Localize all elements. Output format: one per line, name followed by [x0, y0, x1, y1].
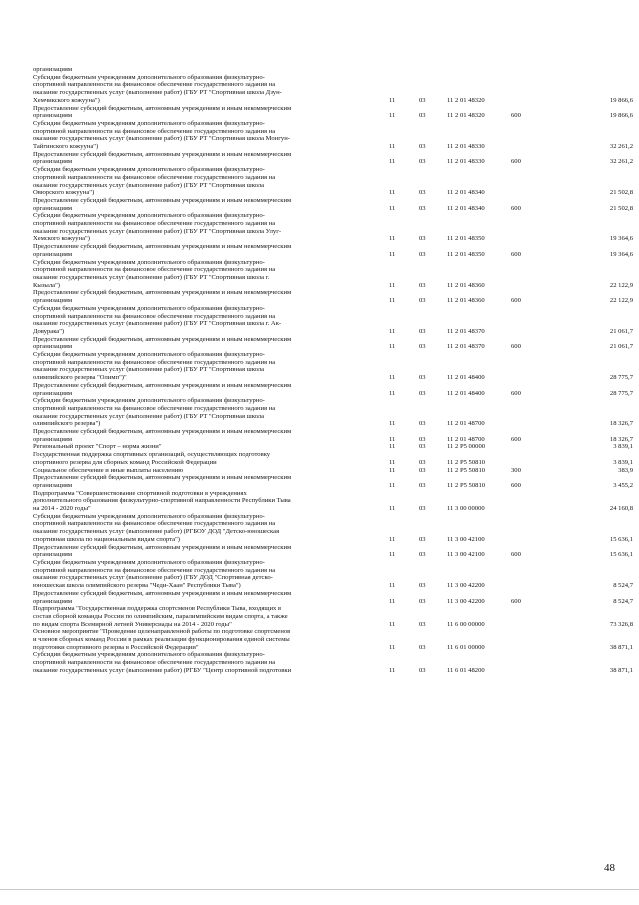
- section-code: 11: [389, 327, 396, 335]
- amount: 383,9: [618, 466, 633, 474]
- row-description: Субсидии бюджетным учреждениям дополнительного образования физкультурно- спортивной направленности на финансовое обеспечение государственного задания на оказание государственных услуг (выполнение работ) (ГБУ РТ "Спортивная школа олимпийского резерва "Олимп")": [33, 351, 276, 382]
- row-description: Предоставление субсидий бюджетным, автономным учреждениям и иным некоммерческим организациям: [33, 543, 292, 559]
- row-description: Субсидии бюджетным учреждениям дополнительного образования физкультурно- спортивной направленности на финансовое обеспечение государственного задания на оказание государственных услуг (выполнение работ) (РГБОУ ДОД "Детско-юношеская спортивная школа по национальным видам спорта"): [33, 512, 280, 543]
- row-description: Предоставление субсидий бюджетным, автономным учреждениям и иным некоммерческим организациям: [33, 428, 292, 443]
- target-article-code: 11 6 01 48200: [447, 666, 485, 674]
- expense-type-code: 600: [511, 343, 521, 351]
- section-code: 11: [389, 281, 396, 289]
- amount: 22 122,9: [609, 281, 633, 289]
- target-article-code: 11 2 P5 50810: [447, 458, 486, 466]
- subsection-code: 03: [419, 443, 426, 451]
- amount: 24 160,8: [609, 505, 633, 513]
- section-code: 11: [389, 481, 396, 489]
- table-row: [33, 66, 633, 105]
- subsection-code: 03: [419, 551, 426, 559]
- table-row: [33, 544, 633, 559]
- subsection-code: 03: [419, 189, 426, 197]
- target-article-code: 11 2 01 48370: [447, 343, 485, 351]
- target-article-code: 11 2 P5 50810: [447, 466, 486, 474]
- table-row: [33, 605, 633, 628]
- target-article-code: 11 2 01 48350: [447, 235, 485, 243]
- subsection-code: 03: [419, 666, 426, 674]
- row-description: Субсидии бюджетным учреждениям дополнительного образования физкультурно- спортивной направленности на финансовое обеспечение государственного задания на оказание государственных услуг (выполнение работ) (ГБУ РТ "Спортивная школа Улуг- Хемского кожууна"): [33, 212, 282, 243]
- table-row: [33, 151, 633, 166]
- subsection-code: 03: [419, 235, 426, 243]
- target-article-code: 11 3 00 42100: [447, 551, 485, 559]
- budget-table: [33, 66, 633, 675]
- row-description: Основное мероприятие "Проведение целенаправленной работы по подготовке спортсменов и членов сборных команд России в рамках реализации функционирования единой системы подготовки спортивного резерва в Российской Федерации": [33, 628, 291, 651]
- section-code: 11: [389, 505, 396, 513]
- subsection-code: 03: [419, 420, 426, 428]
- target-article-code: 11 3 00 42200: [447, 597, 485, 605]
- table-row: [33, 351, 633, 382]
- table-row: [33, 397, 633, 428]
- section-code: 11: [389, 389, 396, 397]
- target-article-code: 11 2 01 48330: [447, 143, 485, 151]
- row-description: Государственная поддержка спортивных организаций, осуществляющих подготовку спортивного резерва для сборных команд Российской Федерации: [33, 451, 271, 466]
- row-description: Субсидии бюджетным учреждениям дополнительного образования физкультурно- спортивной направленности на финансовое обеспечение государственного задания на оказание государственных услуг (выполнение работ) (ГБУ ДОД "Спортивная детско- юношеская школа олимпийского резерва "Чеди-Хаан" Республики Тыва"): [33, 559, 276, 590]
- target-article-code: 11 2 01 48340: [447, 204, 485, 212]
- table-row: [33, 289, 633, 304]
- subsection-code: 03: [419, 96, 426, 104]
- amount: 21 061,7: [609, 343, 633, 351]
- section-code: 11: [389, 420, 396, 428]
- table-row: [33, 166, 633, 197]
- subsection-code: 03: [419, 204, 426, 212]
- target-article-code: 11 3 00 42100: [447, 535, 485, 543]
- expense-type-code: 600: [511, 435, 521, 443]
- amount: 32 261,2: [609, 158, 633, 166]
- table-row: [33, 490, 633, 513]
- amount: 18 326,7: [609, 420, 633, 428]
- target-article-code: 11 6 00 00000: [447, 620, 485, 628]
- target-article-code: 11 2 01 48340: [447, 189, 485, 197]
- table-row: [33, 474, 633, 489]
- table-row: [33, 120, 633, 151]
- amount: 19 866,6: [609, 112, 633, 120]
- subsection-code: 03: [419, 481, 426, 489]
- row-description: Предоставление субсидий бюджетным, автономным учреждениям и иным некоммерческим организациям: [33, 243, 292, 258]
- amount: 21 061,7: [609, 327, 633, 335]
- amount: 19 364,6: [609, 235, 633, 243]
- subsection-code: 03: [419, 466, 426, 474]
- section-code: 11: [389, 535, 396, 543]
- subsection-code: 03: [419, 281, 426, 289]
- table-row: [33, 105, 633, 120]
- amount: 21 502,8: [609, 189, 633, 197]
- table-row: [33, 243, 633, 258]
- amount: 22 122,9: [609, 297, 633, 305]
- target-article-code: 11 2 01 48360: [447, 281, 485, 289]
- subsection-code: 03: [419, 435, 426, 443]
- section-code: 11: [389, 666, 396, 674]
- section-code: 11: [389, 458, 396, 466]
- row-description: Подпрограмма "Совершенствование спортивной подготовки в учреждениях дополнительного образования физкультурно-спортивной направленности Республики Тыва на 2014 - 2020 годы": [33, 489, 291, 513]
- row-description: Предоставление субсидий бюджетным, автономным учреждениям и иным некоммерческим организациям: [33, 289, 292, 305]
- amount: 3 839,1: [613, 443, 633, 451]
- row-description: Субсидии бюджетным учреждениям дополнительного образования физкультурно- спортивной направленности на финансовое обеспечение государственного задания на оказание государственных услуг (выполнение работ) (РГБУ "Центр спортивной подготовки: [33, 651, 292, 674]
- amount: 19 866,6: [609, 96, 633, 104]
- section-code: 11: [389, 466, 396, 474]
- target-article-code: 11 2 01 48320: [447, 112, 485, 120]
- expense-type-code: 600: [511, 389, 521, 397]
- table-row: [33, 382, 633, 397]
- subsection-code: 03: [419, 620, 426, 628]
- table-row: [33, 651, 633, 674]
- table-row: [33, 590, 633, 605]
- row-description: Субсидии бюджетным учреждениям дополнительного образования физкультурно- спортивной направленности на финансовое обеспечение государственного задания на оказание государственных услуг (выполнение работ) (ГБУ РТ "Спортивная школа г. Ак- Довурака"): [33, 304, 282, 335]
- target-article-code: 11 3 00 42200: [447, 582, 485, 590]
- target-article-code: 11 2 01 48700: [447, 420, 485, 428]
- page-number: 48: [604, 862, 615, 874]
- row-description: организациям Субсидии бюджетным учреждениям дополнительного образования физкультурно- спортивной направленности на финансовое обеспечение государственного задания на оказание государственных услуг (выполнение работ) (ГБУ РТ "Спортивная школа Дзун- Хемчикского кожууна"): [33, 66, 282, 104]
- section-code: 11: [389, 643, 396, 651]
- row-description: Предоставление субсидий бюджетным, автономным учреждениям и иным некоммерческим организациям: [33, 474, 292, 489]
- target-article-code: 11 2 01 48330: [447, 158, 485, 166]
- amount: 18 326,7: [609, 435, 633, 443]
- target-article-code: 11 2 01 48370: [447, 327, 485, 335]
- expense-type-code: 600: [511, 112, 521, 120]
- table-row: [33, 513, 633, 544]
- section-code: 11: [389, 597, 396, 605]
- target-article-code: 11 2 01 48700: [447, 435, 485, 443]
- target-article-code: 11 6 01 00000: [447, 643, 485, 651]
- row-description: Субсидии бюджетным учреждениям дополнительного образования физкультурно- спортивной направленности на финансовое обеспечение государственного задания на оказание государственных услуг (выполнение работ) (ГБУ РТ "Спортивная школа г. Кызыла"): [33, 258, 276, 289]
- row-description: Субсидии бюджетным учреждениям дополнительного образования физкультурно- спортивной направленности на финансовое обеспечение государственного задания на оказание государственных услуг (выполнение работ) (ГБУ РТ "Спортивная школа Монгун- Тайгинского кожууна"): [33, 119, 290, 151]
- section-code: 11: [389, 158, 396, 166]
- table-row: [33, 259, 633, 290]
- amount: 21 502,8: [609, 204, 633, 212]
- section-code: 11: [389, 112, 396, 120]
- target-article-code: 11 2 P5 50810: [447, 481, 486, 489]
- section-code: 11: [389, 620, 396, 628]
- expense-type-code: 600: [511, 158, 521, 166]
- amount: 3 839,1: [613, 458, 633, 466]
- row-description: Предоставление субсидий бюджетным, автономным учреждениям и иным некоммерческим организациям: [33, 381, 292, 397]
- table-row: [33, 559, 633, 590]
- expense-type-code: 600: [511, 551, 521, 559]
- section-code: 11: [389, 250, 396, 258]
- row-description: Подпрограмма "Государственная поддержка спортсменов Республики Тыва, входящих в состав сборной команды России по олимпийским, паралимпийским видам спорта, а также по видам спорта Всемирной летней Универсиады на 2014 - 2020 годы": [33, 605, 288, 628]
- amount: 15 636,1: [609, 535, 633, 543]
- section-code: 11: [389, 235, 396, 243]
- target-article-code: 11 2 01 48400: [447, 374, 485, 382]
- section-code: 11: [389, 189, 396, 197]
- table-row: [33, 628, 633, 651]
- row-description: Социальное обеспечение и иные выплаты населению: [33, 466, 184, 474]
- amount: 15 636,1: [609, 551, 633, 559]
- section-code: 11: [389, 443, 396, 451]
- table-row: [33, 451, 633, 466]
- amount: 8 524,7: [613, 582, 633, 590]
- target-article-code: 11 2 01 48350: [447, 250, 485, 258]
- row-description: Субсидии бюджетным учреждениям дополнительного образования физкультурно- спортивной направленности на финансовое обеспечение государственного задания на оказание государственных услуг (выполнение работ) (ГБУ РТ "Спортивная школа олимпийского резерва"): [33, 397, 276, 428]
- row-description: Предоставление субсидий бюджетным, автономным учреждениям и иным некоммерческим организациям: [33, 335, 292, 351]
- amount: 28 775,7: [609, 374, 633, 382]
- amount: 38 871,1: [609, 643, 633, 651]
- amount: 32 261,2: [609, 143, 633, 151]
- target-article-code: 11 2 P5 00000: [447, 443, 486, 451]
- target-article-code: 11 2 01 48400: [447, 389, 485, 397]
- expense-type-code: 600: [511, 250, 521, 258]
- section-code: 11: [389, 297, 396, 305]
- table-row: [33, 336, 633, 351]
- section-code: 11: [389, 435, 396, 443]
- expense-type-code: 600: [511, 597, 521, 605]
- subsection-code: 03: [419, 458, 426, 466]
- expense-type-code: 600: [511, 204, 521, 212]
- subsection-code: 03: [419, 250, 426, 258]
- amount: 8 524,7: [613, 597, 633, 605]
- section-code: 11: [389, 143, 396, 151]
- subsection-code: 03: [419, 327, 426, 335]
- section-code: 11: [389, 96, 396, 104]
- expense-type-code: 600: [511, 297, 521, 305]
- subsection-code: 03: [419, 582, 426, 590]
- subsection-code: 03: [419, 112, 426, 120]
- subsection-code: 03: [419, 297, 426, 305]
- table-row: [33, 212, 633, 243]
- subsection-code: 03: [419, 374, 426, 382]
- subsection-code: 03: [419, 343, 426, 351]
- subsection-code: 03: [419, 158, 426, 166]
- section-code: 11: [389, 204, 396, 212]
- section-code: 11: [389, 582, 396, 590]
- subsection-code: 03: [419, 389, 426, 397]
- row-description: Предоставление субсидий бюджетным, автономным учреждениям и иным некоммерческим организациям: [33, 150, 292, 166]
- table-row: [33, 197, 633, 212]
- row-description: Региональный проект "Спорт – норма жизни": [33, 443, 162, 451]
- target-article-code: 11 3 00 00000: [447, 505, 485, 513]
- amount: 73 326,8: [609, 620, 633, 628]
- subsection-code: 03: [419, 535, 426, 543]
- subsection-code: 03: [419, 597, 426, 605]
- expense-type-code: 600: [511, 481, 521, 489]
- subsection-code: 03: [419, 143, 426, 151]
- expense-type-code: 300: [511, 466, 521, 474]
- table-row: [33, 428, 633, 443]
- section-code: 11: [389, 551, 396, 559]
- row-description: Предоставление субсидий бюджетным, автономным учреждениям и иным некоммерческим организациям: [33, 589, 292, 605]
- page-edge-divider: [0, 889, 639, 890]
- table-row: [33, 305, 633, 336]
- amount: 19 364,6: [609, 250, 633, 258]
- target-article-code: 11 2 01 48320: [447, 96, 485, 104]
- subsection-code: 03: [419, 505, 426, 513]
- row-description: Предоставление субсидий бюджетным, автономным учреждениям и иным некоммерческим организациям: [33, 104, 292, 120]
- section-code: 11: [389, 343, 396, 351]
- table-row: [33, 467, 633, 475]
- table-row: [33, 443, 633, 451]
- section-code: 11: [389, 374, 396, 382]
- row-description: Субсидии бюджетным учреждениям дополнительного образования физкультурно- спортивной направленности на финансовое обеспечение государственного задания на оказание государственных услуг (выполнение работ) (ГБУ РТ "Спортивная школа Овюрского кожууна"): [33, 166, 276, 197]
- amount: 28 775,7: [609, 389, 633, 397]
- target-article-code: 11 2 01 48360: [447, 297, 485, 305]
- amount: 3 455,2: [613, 481, 633, 489]
- amount: 38 871,1: [609, 666, 633, 674]
- row-description: Предоставление субсидий бюджетным, автономным учреждениям и иным некоммерческим организациям: [33, 196, 292, 212]
- subsection-code: 03: [419, 643, 426, 651]
